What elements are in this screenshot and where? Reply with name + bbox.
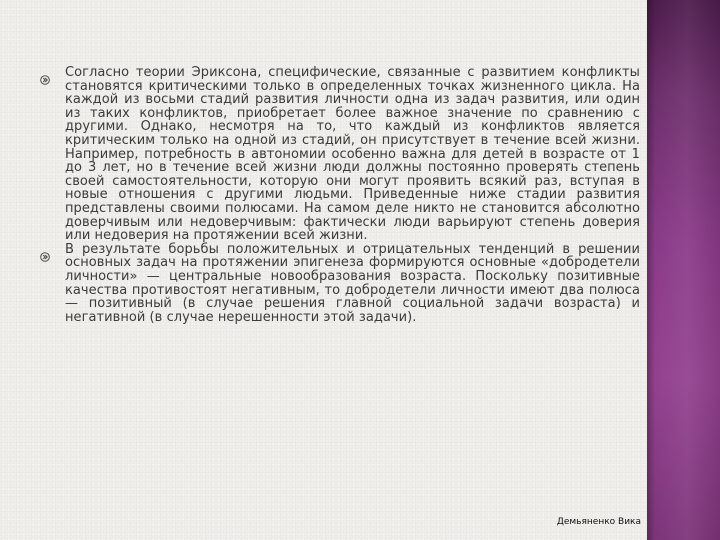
bullet-item-1 [40, 66, 640, 243]
circled-arrow-bullet-icon [40, 247, 50, 257]
decorative-side-band [647, 0, 720, 540]
circled-arrow-bullet-icon [40, 70, 50, 80]
bullet-text: Согласно теории Эриксона, специфические, связанные с развитием конфликты становятся критическими только в определенных точках жизненного цикла. На каждой из восьми стадий развития личности одна из задач развития, или один из таких конфликтов, приобретает более важное значение по сравнению с другими. Однако, несмотря на то, что каждый из конфликтов является критическим только на одной из стадий, он присутствует в течение всей жизни. Например, потребность в автономии особенно важна для детей в возрасте от 1 до 3 лет, но в течение всей жизни люди должны постоянно проверять степень своей самостоятельности, которую они могут проявить всякий раз, вступая в новые отношения с другими людьми. Приведенные ниже стадии развития представлены своими полюсами. На самом деле никто не становится абсолютно доверчивым или недоверчивым: фактически люди варьируют степень доверия или недоверия на протяжении всей жизни. [65, 65, 640, 244]
footer-author: Демьяненко Вика [556, 517, 641, 527]
bullet-item-2 [40, 243, 640, 325]
bullet-list [40, 66, 640, 324]
bullet-text: В результате борьбы положительных и отрицательных тенденций в решении основных задач на протяжении эпигенеза формируются основные «добродетели личности» — центральные новообразования возраста. Поскольку позитивные качества противостоят негативным, то добродетели личности имеют два полюса — позитивный (в случае решения главной социальной задачи возраста) и негативной (в случае нерешенности этой задачи). [65, 241, 640, 325]
